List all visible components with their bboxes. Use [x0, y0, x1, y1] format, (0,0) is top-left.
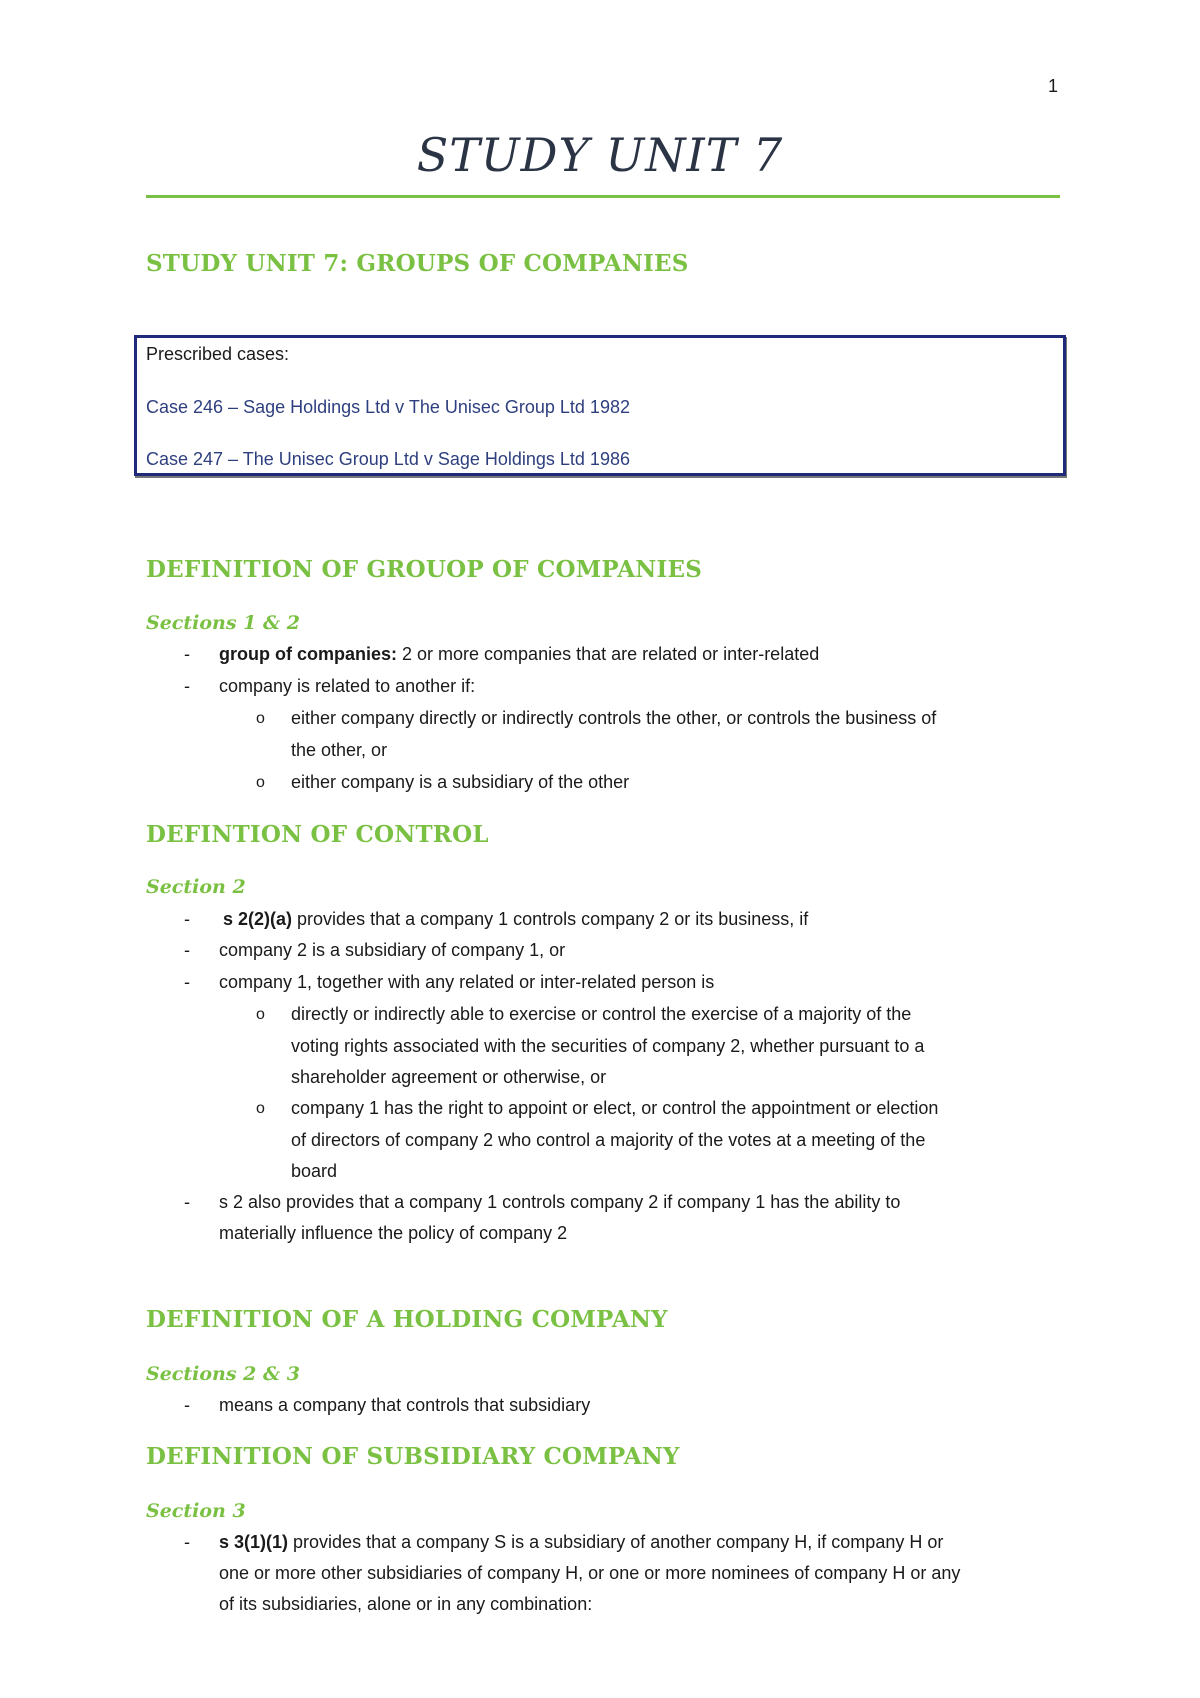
subsidiary-def-heading: DEFINITION OF SUBSIDIARY COMPANY — [146, 1443, 680, 1470]
title-rule — [146, 195, 1060, 198]
holding-def-section: Sections 2 & 3 — [146, 1363, 300, 1385]
group-def-sub-2: either company is a subsidiary of the other — [291, 772, 630, 792]
unit-heading: STUDY UNIT 7: GROUPS OF COMPANIES — [146, 250, 689, 277]
dash: - — [184, 940, 190, 960]
subsidiary-def-section: Section 3 — [146, 1500, 246, 1522]
control-def-sub-1a: directly or indirectly able to exercise or control the exercise of a majority of the — [291, 1004, 912, 1024]
case-246: Case 246 – Sage Holdings Ltd v The Unisec Group Ltd 1982 — [146, 397, 630, 417]
group-def-item-2: company is related to another if: — [219, 676, 476, 696]
group-def-heading: DEFINITION OF GROUOP OF COMPANIES — [146, 556, 703, 583]
group-def-sub-1a: either company directly or indirectly controls the other, or controls the business of — [291, 708, 937, 728]
text: provides that a company S is a subsidiary of another company H, if company H or — [288, 1532, 944, 1552]
dash: - — [184, 1532, 190, 1552]
document-title: STUDY UNIT 7 — [416, 128, 784, 182]
page-number: 1 — [1048, 76, 1059, 96]
holding-def-item-1: means a company that controls that subsidiary — [219, 1395, 591, 1415]
control-def-sub-1b: voting rights associated with the securities of company 2, whether pursuant to a — [291, 1036, 925, 1056]
bullet: o — [256, 1006, 265, 1023]
control-def-sub-2c: board — [291, 1161, 338, 1181]
control-def-sub-2b: of directors of company 2 who control a majority of the votes at a meeting of the — [291, 1130, 926, 1150]
control-def-item-1 — [223, 904, 808, 935]
bullet: o — [256, 1100, 265, 1117]
prescribed-cases-label: Prescribed cases: — [146, 344, 290, 364]
text: 2 or more companies that are related or inter-related — [397, 644, 820, 664]
subsidiary-def-item-1a — [219, 1527, 943, 1558]
dash: - — [184, 972, 190, 992]
term: group of companies: — [219, 644, 398, 664]
subsidiary-def-item-1c: of its subsidiaries, alone or in any combination: — [219, 1594, 593, 1614]
bullet: o — [256, 710, 265, 727]
dash: - — [184, 909, 190, 929]
term: s 3(1)(1) — [219, 1532, 289, 1552]
case-247: Case 247 – The Unisec Group Ltd v Sage Holdings Ltd 1986 — [146, 449, 630, 469]
control-def-sub-1c: shareholder agreement or otherwise, or — [291, 1067, 607, 1087]
subsidiary-def-item-1b: one or more other subsidiaries of company H, or one or more nominees of company H or any — [219, 1563, 961, 1583]
bullet: o — [256, 774, 265, 791]
control-def-item-4a: s 2 also provides that a company 1 controls company 2 if company 1 has the ability to — [219, 1192, 901, 1212]
dash: - — [184, 676, 190, 696]
control-def-item-4b: materially influence the policy of company 2 — [219, 1223, 568, 1243]
dash: - — [184, 1192, 190, 1212]
dash: - — [184, 644, 190, 664]
group-def-sub-1b: the other, or — [291, 740, 388, 760]
holding-def-heading: DEFINITION OF A HOLDING COMPANY — [146, 1306, 668, 1333]
group-def-section: Sections 1 & 2 — [146, 612, 300, 634]
group-def-item-1 — [219, 639, 819, 670]
control-def-item-2: company 2 is a subsidiary of company 1, or — [219, 940, 566, 960]
control-def-item-3: company 1, together with any related or inter-related person is — [219, 972, 715, 992]
control-def-heading: DEFINTION OF CONTROL — [146, 821, 489, 848]
control-def-sub-2a: company 1 has the right to appoint or elect, or control the appointment or election — [291, 1098, 939, 1118]
dash: - — [184, 1395, 190, 1415]
term: s 2(2)(a) — [223, 909, 293, 929]
text: provides that a company 1 controls company 2 or its business, if — [292, 909, 809, 929]
control-def-section: Section 2 — [146, 876, 246, 898]
